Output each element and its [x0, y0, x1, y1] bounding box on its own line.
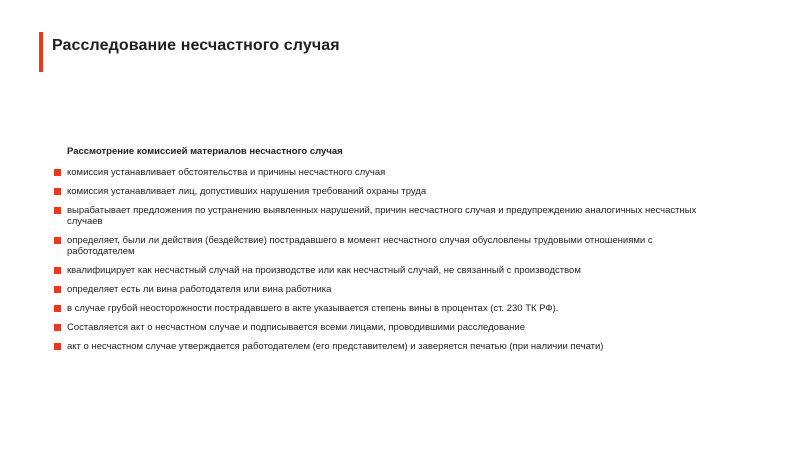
square-bullet-icon: [54, 324, 61, 331]
square-bullet-icon: [54, 286, 61, 293]
list-item-text: определяет есть ли вина работодателя или вина работника: [67, 284, 332, 295]
square-bullet-icon: [54, 169, 61, 176]
list-item: [54, 322, 714, 333]
list-item-text: определяет, были ли действия (бездействие) пострадавшего в момент несчастного случая обусловлены трудовыми отношениями с работодателем: [67, 235, 653, 257]
square-bullet-icon: [54, 305, 61, 312]
square-bullet-icon: [54, 188, 61, 195]
list-item: [54, 167, 714, 178]
slide-content: [54, 146, 714, 360]
list-item-text: Составляется акт о несчастном случае и подписывается всеми лицами, проводившими расследование: [67, 322, 525, 333]
list-item: [54, 265, 714, 276]
square-bullet-icon: [54, 267, 61, 274]
list-item-text: вырабатывает предложения по устранению выявленных нарушений, причин несчастного случая и предупреждению аналогичных несчастных случаев: [67, 205, 697, 227]
list-item: [54, 205, 714, 227]
bullet-list: [54, 167, 714, 352]
list-item-text: квалифицирует как несчастный случай на производстве или как несчастный случай, не связанный с производством: [67, 265, 581, 276]
slide-title: Расследование несчастного случая: [52, 37, 340, 54]
list-item-text: комиссия устанавливает лиц, допустивших нарушения требований охраны труда: [67, 186, 427, 197]
list-item-text: акт о несчастном случае утверждается работодателем (его представителем) и заверяется печатью (при наличии печати): [67, 341, 604, 352]
list-item: [54, 341, 714, 352]
square-bullet-icon: [54, 237, 61, 244]
title-accent-bar: [39, 32, 43, 72]
content-subtitle: Рассмотрение комиссией материалов несчастного случая: [67, 146, 343, 157]
list-item: [54, 235, 714, 257]
square-bullet-icon: [54, 343, 61, 350]
list-item: [54, 303, 714, 314]
list-item: [54, 186, 714, 197]
list-item-text: комиссия устанавливает обстоятельства и причины несчастного случая: [67, 167, 386, 178]
list-item-text: в случае грубой неосторожности пострадавшего в акте указывается степень вины в процентах (ст. 230 ТК РФ).: [67, 303, 559, 314]
square-bullet-icon: [54, 207, 61, 214]
list-item: [54, 284, 714, 295]
